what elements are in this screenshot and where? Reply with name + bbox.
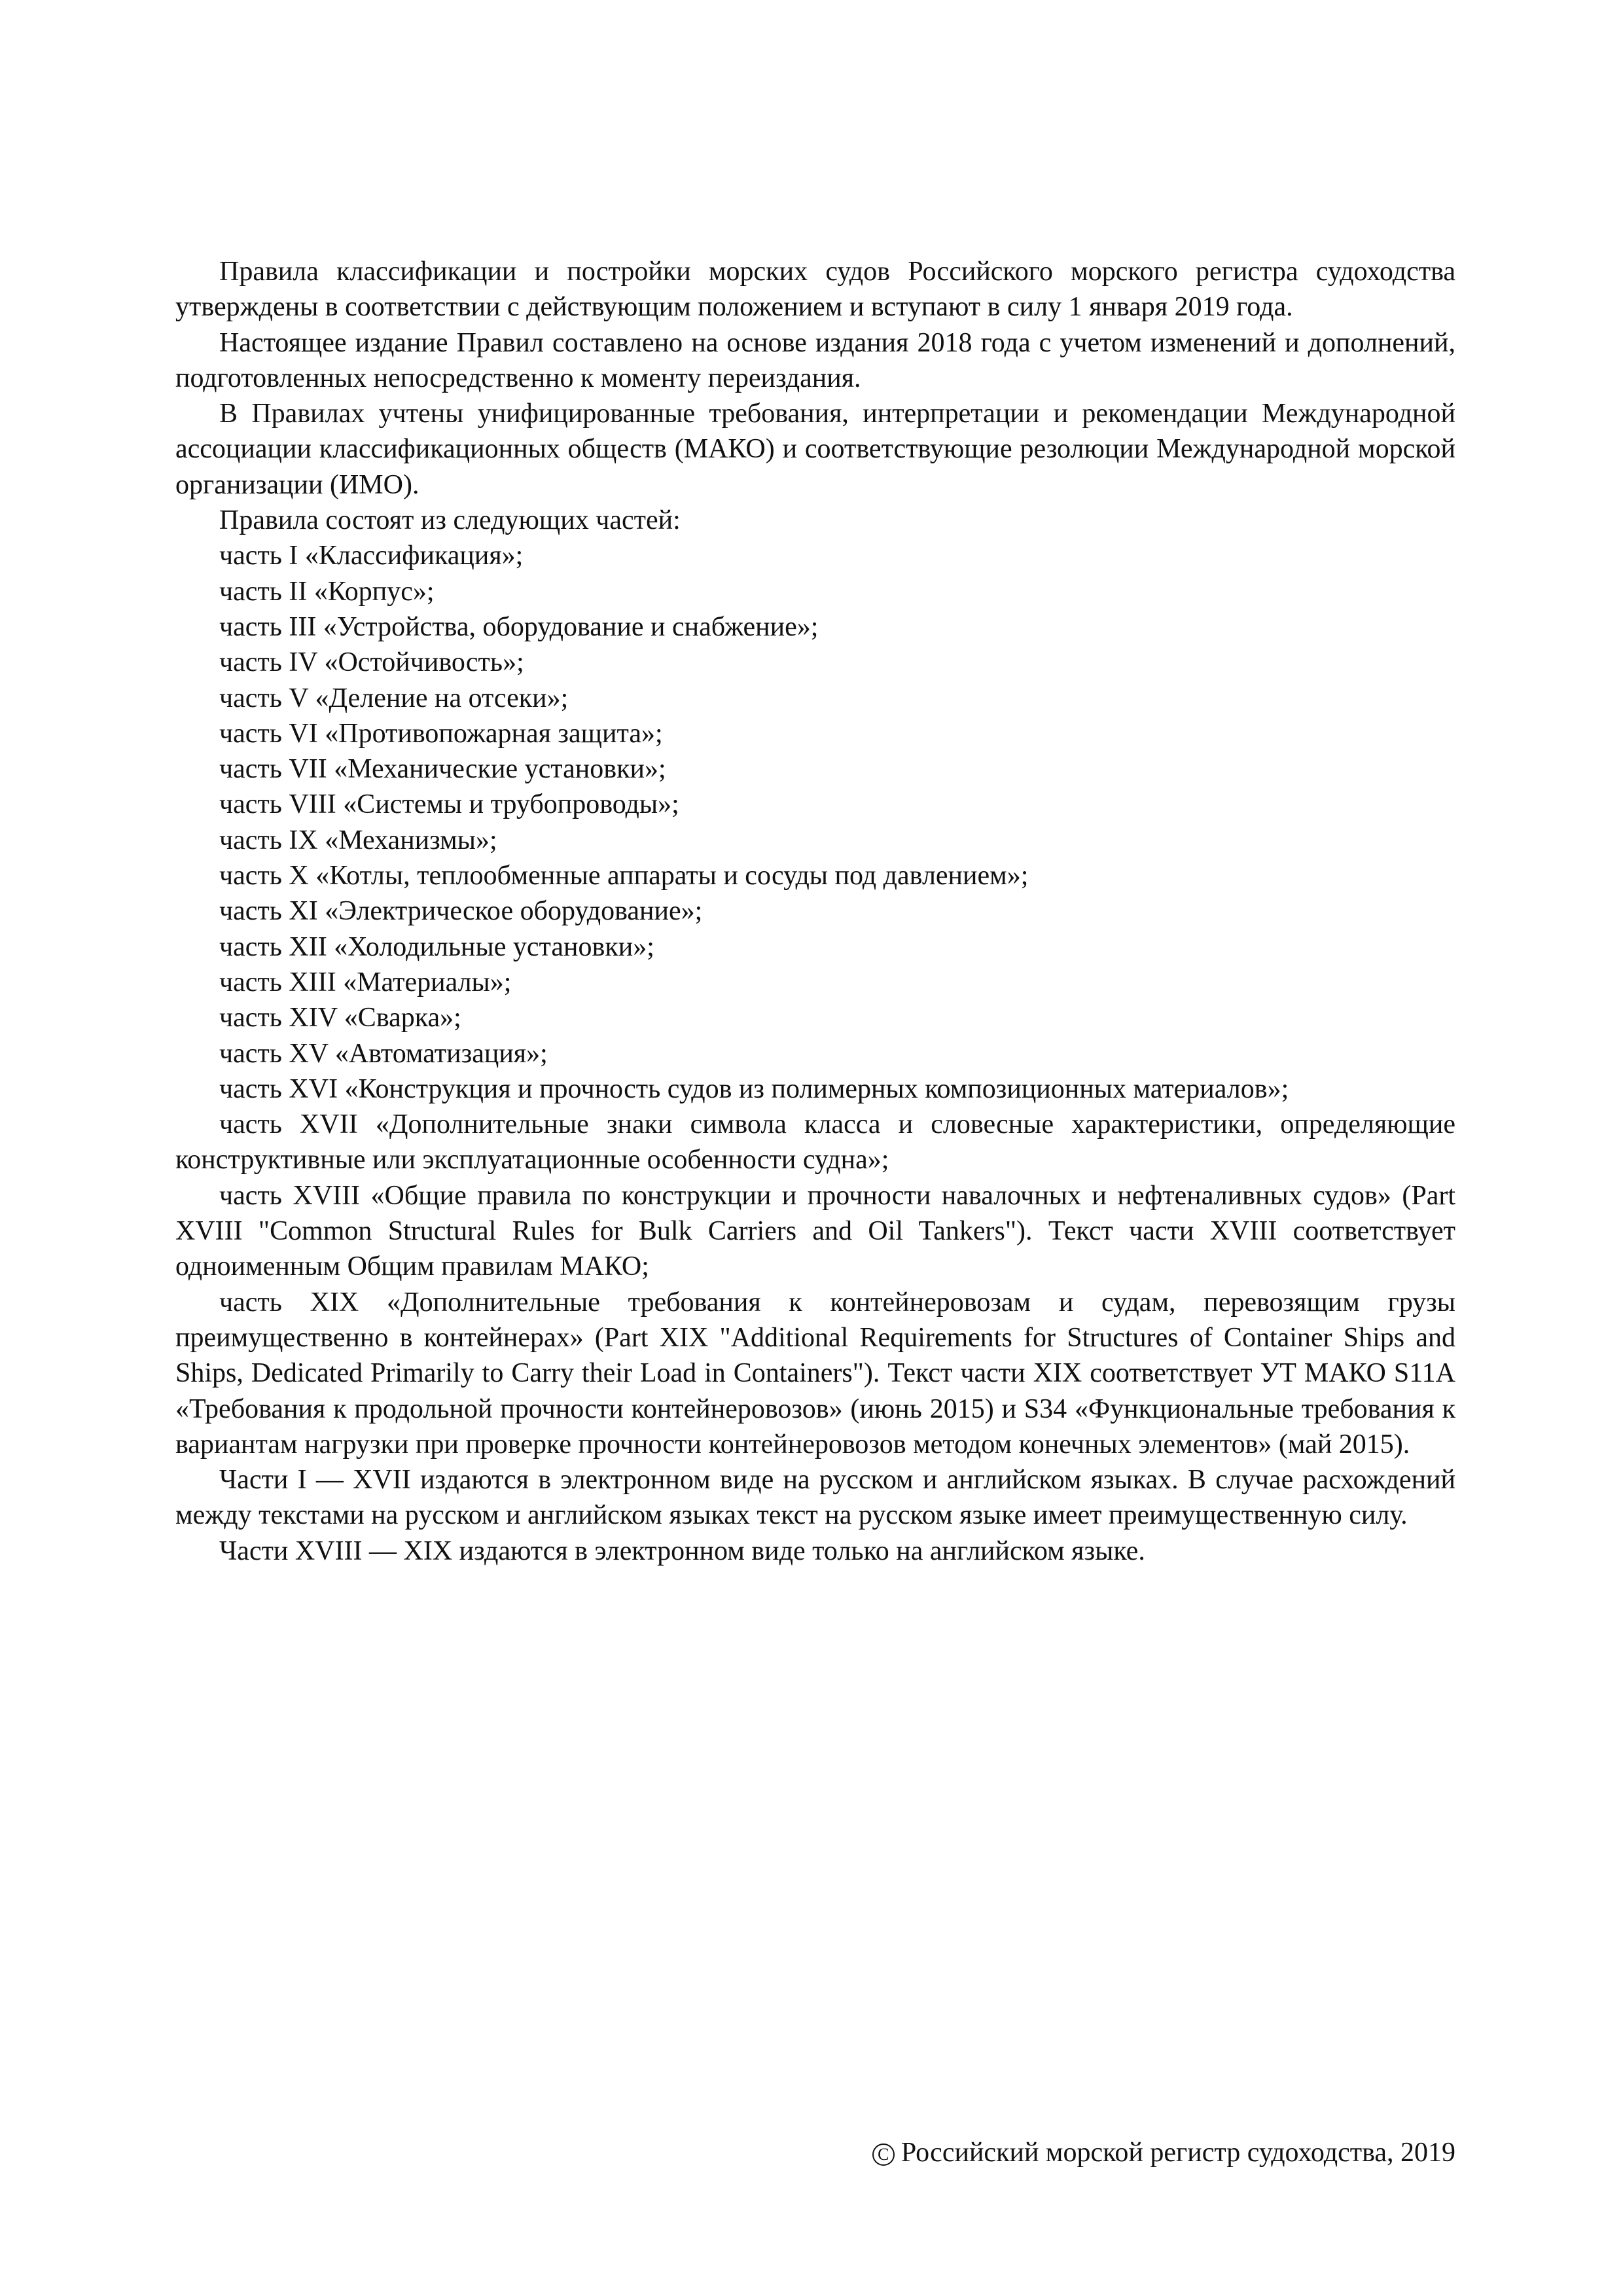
- part-item: часть XI «Электрическое оборудование»;: [219, 896, 703, 927]
- part-item: часть XII «Холодильные установки»;: [219, 931, 654, 962]
- part-item: часть V «Деление на отсеки»;: [219, 683, 569, 713]
- part-item: часть IX «Механизмы»;: [219, 825, 497, 855]
- part-item: часть X «Котлы, теплообменные аппараты и сосуды под давлением»;: [219, 861, 1029, 891]
- english-only-paragraph: Части XVIII — XIX издаются в электронном виде только на английском языке.: [219, 1535, 1145, 1566]
- part-item: часть I «Классификация»;: [219, 541, 524, 571]
- copyright-text: Российский морской регистр судоходства, 2019: [901, 2138, 1455, 2168]
- part-item: часть XV «Автоматизация»;: [219, 1038, 548, 1069]
- part-item: часть VIII «Системы и трубопроводы»;: [219, 789, 679, 820]
- part-item: часть XVI «Конструкция и прочность судов из полимерных композиционных материалов»;: [219, 1073, 1289, 1104]
- part-item: часть VII «Механические установки»;: [219, 754, 666, 785]
- copyright-notice: [872, 2135, 1455, 2170]
- copyright-icon: [872, 2144, 895, 2166]
- part-item: часть IV «Остойчивость»;: [219, 647, 524, 678]
- intro-paragraph: Правила классификации и постройки морских судов Российского морского регистра судоходства утверждены в соответствии с действующим положением и вступают в силу 1 января 2019 года.: [175, 257, 1455, 323]
- part-item: часть VI «Противопожарная защита»;: [219, 718, 663, 749]
- part-item-xviii: часть XVIII «Общие правила по конструкции и прочности навалочных и нефтеналивных судов» (Part XVIII "Common Structural Rules for Bulk Carriers and Oil Tankers"). Текст части XVIII соответствует одноименным Общим правилам МАКО;: [175, 1180, 1455, 1282]
- part-item: часть XIV «Сварка»;: [219, 1003, 461, 1033]
- part-item: часть III «Устройства, оборудование и снабжение»;: [219, 611, 819, 642]
- edition-paragraph: Настоящее издание Правил составлено на основе издания 2018 года с учетом изменений и дополнений, подготовленных непосредственно к моменту переиздания.: [175, 327, 1455, 393]
- document-body: [175, 254, 1455, 1569]
- part-item: часть XIII «Материалы»;: [219, 967, 512, 997]
- part-item-xvii: часть XVII «Дополнительные знаки символа класса и словесные характеристики, определяющие конструктивные или эксплуатационные особенности судна»;: [175, 1109, 1455, 1175]
- parts-intro: Правила состоят из следующих частей:: [219, 505, 681, 536]
- languages-paragraph: Части I — XVII издаются в электронном виде на русском и английском языках. В случае расхождений между текстами на русском и английском языках текст на русском языке имеет преимущественную силу.: [175, 1465, 1455, 1531]
- part-item-xix: часть XIX «Дополнительные требования к контейнеровозам и судам, перевозящим грузы преимущественно в контейнерах» (Part XIX "Additional Requirements for Structures of Container Ships and Ships, Dedicated Primarily to Carry their Load in Containers"). Текст части XIX соответствует УТ МАКО S11A «Требования к продольной прочности контейнеровозов» (июнь 2015) и S34 «Функциональные требования к вариантам нагрузки при проверке прочности контейнеровозов методом конечных элементов» (май 2015).: [175, 1287, 1455, 1460]
- part-item: часть II «Корпус»;: [219, 576, 435, 607]
- requirements-paragraph: В Правилах учтены унифицированные требования, интерпретации и рекомендации Международной ассоциации классификационных обществ (МАКО) и соответствующие резолюции Международной морской организации (ИМО).: [175, 399, 1455, 500]
